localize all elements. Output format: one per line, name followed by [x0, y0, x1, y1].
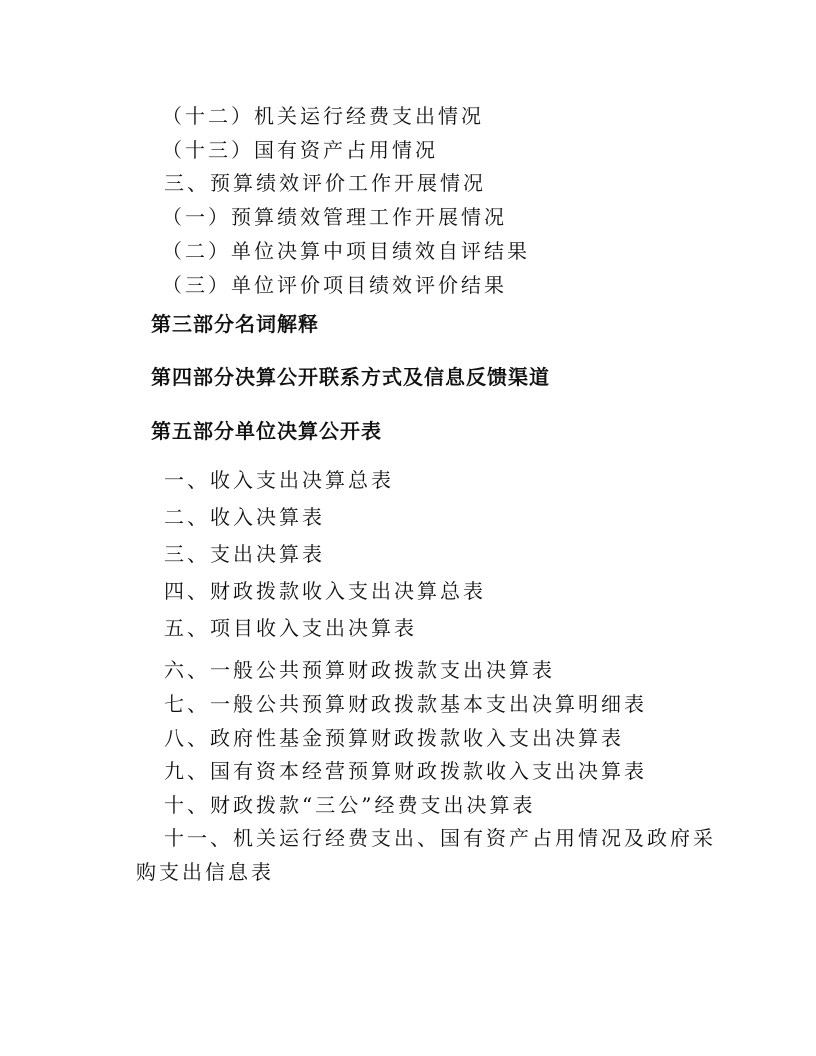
table-list-item: 八、政府性基金预算财政拨款收入支出决算表: [164, 726, 624, 750]
table-list-item: 二、收入决算表: [164, 505, 325, 529]
table-list-item-wrapped: 十一、机关运行经费支出、国有资产占用情况及政府采购支出信息表: [136, 826, 716, 884]
table-list-item: 七、一般公共预算财政拨款基本支出决算明细表: [164, 692, 647, 716]
table-list-item: 一、收入支出决算总表: [164, 468, 394, 492]
section-heading: 第三部分名词解释: [151, 312, 319, 336]
table-list-item: 九、国有资本经营预算财政拨款收入支出决算表: [164, 759, 647, 783]
table-list-item: 六、一般公共预算财政拨款支出决算表: [164, 658, 555, 682]
toc-item: （十二）机关运行经费支出情况: [162, 104, 484, 128]
table-list-item: 十、财政拨款“三公”经费支出决算表: [164, 793, 536, 817]
section-heading: 第四部分决算公开联系方式及信息反馈渠道: [151, 365, 550, 389]
toc-item: （十三）国有资产占用情况: [162, 138, 438, 162]
toc-item: （一）预算绩效管理工作开展情况: [162, 205, 507, 229]
table-list-item: 五、项目收入支出决算表: [164, 616, 417, 640]
toc-item: （二）单位决算中项目绩效自评结果: [162, 239, 530, 263]
table-list-item: 四、财政拨款收入支出决算总表: [164, 579, 486, 603]
toc-item: 三、预算绩效评价工作开展情况: [164, 171, 486, 195]
table-list-item: 三、支出决算表: [164, 542, 325, 566]
section-heading: 第五部分单位决算公开表: [151, 419, 382, 443]
toc-item: （三）单位评价项目绩效评价结果: [162, 273, 507, 297]
